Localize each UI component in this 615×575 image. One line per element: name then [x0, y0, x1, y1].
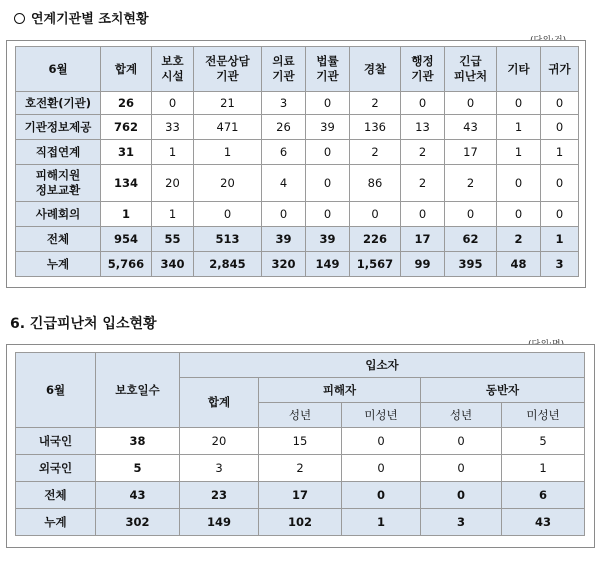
table-cell: 0 — [306, 202, 350, 227]
table-cell: 99 — [401, 252, 445, 277]
row-label: 외국인 — [16, 455, 96, 482]
table-row — [16, 115, 579, 140]
column-header: 경찰 — [350, 47, 401, 92]
header-month: 6월 — [16, 353, 96, 428]
table-row — [16, 509, 585, 536]
column-header: 귀가 — [541, 47, 579, 92]
row-label: 내국인 — [16, 428, 96, 455]
table-cell: 226 — [350, 227, 401, 252]
table-cell: 39 — [262, 227, 306, 252]
table-cell: 3 — [541, 252, 579, 277]
table-cell: 1 — [541, 227, 579, 252]
table-cell: 0 — [541, 92, 579, 115]
table-cell: 513 — [194, 227, 262, 252]
table-cell: 0 — [401, 92, 445, 115]
table-cell: 4 — [262, 165, 306, 202]
table-cell: 340 — [152, 252, 194, 277]
table-cell: 15 — [259, 428, 342, 455]
cell-protection-days: 5 — [96, 455, 180, 482]
table-cell: 0 — [342, 482, 421, 509]
header-companion-minor: 미성년 — [502, 403, 585, 428]
table-cell: 39 — [306, 227, 350, 252]
table-row — [16, 252, 579, 277]
table-cell: 1 — [152, 202, 194, 227]
table-cell: 0 — [541, 202, 579, 227]
table-cell: 33 — [152, 115, 194, 140]
table-cell: 1 — [342, 509, 421, 536]
header-victim: 피해자 — [259, 378, 421, 403]
column-header: 합계 — [101, 47, 152, 92]
table-row — [16, 202, 579, 227]
table-cell: 1 — [152, 140, 194, 165]
table-cell: 471 — [194, 115, 262, 140]
row-label: 전체 — [16, 227, 101, 252]
table-cell: 86 — [350, 165, 401, 202]
table-cell: 1 — [497, 115, 541, 140]
column-header: 법률 기관 — [306, 47, 350, 92]
table-cell: 2 — [350, 140, 401, 165]
table-cell: 0 — [262, 202, 306, 227]
table-cell: 1 — [497, 140, 541, 165]
table-cell: 6 — [262, 140, 306, 165]
table-cell: 48 — [497, 252, 541, 277]
cell-total: 762 — [101, 115, 152, 140]
table-cell: 20 — [180, 428, 259, 455]
table-cell: 0 — [401, 202, 445, 227]
header-protection-days: 보호일수 — [96, 353, 180, 428]
column-header: 6월 — [16, 47, 101, 92]
header-admitted: 입소자 — [180, 353, 585, 378]
table-cell: 395 — [445, 252, 497, 277]
table-cell: 39 — [306, 115, 350, 140]
table-cell: 0 — [306, 92, 350, 115]
column-header: 기타 — [497, 47, 541, 92]
table-cell: 0 — [541, 165, 579, 202]
table-cell: 0 — [445, 202, 497, 227]
table-cell: 0 — [306, 165, 350, 202]
table-cell: 17 — [401, 227, 445, 252]
column-header: 행정 기관 — [401, 47, 445, 92]
table-row — [16, 428, 585, 455]
row-label: 누계 — [16, 509, 96, 536]
table-cell: 0 — [541, 115, 579, 140]
table-cell: 2 — [445, 165, 497, 202]
table-cell: 1 — [541, 140, 579, 165]
table-cell: 2 — [350, 92, 401, 115]
table-cell: 0 — [306, 140, 350, 165]
row-label: 전체 — [16, 482, 96, 509]
table-cell: 320 — [262, 252, 306, 277]
table-cell: 43 — [502, 509, 585, 536]
table-cell: 3 — [180, 455, 259, 482]
table-cell: 20 — [152, 165, 194, 202]
table-cell: 5 — [502, 428, 585, 455]
cell-total: 134 — [101, 165, 152, 202]
column-header: 의료 기관 — [262, 47, 306, 92]
table-cell: 2 — [259, 455, 342, 482]
referral-actions-table — [15, 46, 579, 277]
section1-title — [14, 8, 149, 27]
table-cell: 149 — [306, 252, 350, 277]
table-header-row — [16, 353, 585, 378]
table-cell: 0 — [497, 92, 541, 115]
cell-total: 26 — [101, 92, 152, 115]
row-label: 사례회의 — [16, 202, 101, 227]
table-cell: 2 — [401, 140, 445, 165]
table-cell: 0 — [445, 92, 497, 115]
table-cell: 136 — [350, 115, 401, 140]
table-cell: 102 — [259, 509, 342, 536]
header-companion: 동반자 — [421, 378, 585, 403]
table-cell: 2 — [497, 227, 541, 252]
table-cell: 0 — [152, 92, 194, 115]
table-cell: 3 — [262, 92, 306, 115]
table-cell: 1 — [194, 140, 262, 165]
table-cell: 0 — [421, 482, 502, 509]
cell-total: 1 — [101, 202, 152, 227]
header-total: 합계 — [180, 378, 259, 428]
table-cell: 21 — [194, 92, 262, 115]
cell-protection-days: 38 — [96, 428, 180, 455]
table-cell: 0 — [350, 202, 401, 227]
table-cell: 0 — [497, 202, 541, 227]
table-cell: 149 — [180, 509, 259, 536]
table-cell: 0 — [342, 455, 421, 482]
table-cell: 17 — [445, 140, 497, 165]
table-cell: 26 — [262, 115, 306, 140]
cell-total: 954 — [101, 227, 152, 252]
table-cell: 0 — [342, 428, 421, 455]
table-cell: 23 — [180, 482, 259, 509]
table-cell: 0 — [421, 428, 502, 455]
column-header: 긴급 피난처 — [445, 47, 497, 92]
row-label: 피해지원 정보교환 — [16, 165, 101, 202]
table-header-row — [16, 47, 579, 92]
row-label: 누계 — [16, 252, 101, 277]
table-cell: 1,567 — [350, 252, 401, 277]
table-cell: 0 — [497, 165, 541, 202]
table-row — [16, 455, 585, 482]
column-header: 보호 시설 — [152, 47, 194, 92]
cell-protection-days: 302 — [96, 509, 180, 536]
table-cell: 0 — [421, 455, 502, 482]
table-row — [16, 92, 579, 115]
table-cell: 1 — [502, 455, 585, 482]
table-cell: 20 — [194, 165, 262, 202]
row-label: 호전환(기관) — [16, 92, 101, 115]
table-row — [16, 227, 579, 252]
table-cell: 0 — [194, 202, 262, 227]
cell-total: 5,766 — [101, 252, 152, 277]
table-row — [16, 165, 579, 202]
table-cell: 55 — [152, 227, 194, 252]
row-label: 기관정보제공 — [16, 115, 101, 140]
table-cell: 17 — [259, 482, 342, 509]
table-cell: 2 — [401, 165, 445, 202]
table-row — [16, 482, 585, 509]
section2-title: 6. 긴급피난처 입소현황 — [10, 316, 157, 332]
shelter-admission-table — [15, 352, 585, 536]
table-cell: 62 — [445, 227, 497, 252]
row-label: 직접연계 — [16, 140, 101, 165]
header-companion-adult: 성년 — [421, 403, 502, 428]
column-header: 전문상담 기관 — [194, 47, 262, 92]
table-cell: 6 — [502, 482, 585, 509]
table-cell: 3 — [421, 509, 502, 536]
table-row — [16, 140, 579, 165]
section1-title-text: 연계기관별 조치현황 — [31, 12, 149, 27]
table-cell: 2,845 — [194, 252, 262, 277]
table-cell: 43 — [445, 115, 497, 140]
header-victim-adult: 성년 — [259, 403, 342, 428]
table-cell: 13 — [401, 115, 445, 140]
header-victim-minor: 미성년 — [342, 403, 421, 428]
cell-protection-days: 43 — [96, 482, 180, 509]
cell-total: 31 — [101, 140, 152, 165]
circle-bullet-icon — [14, 13, 25, 24]
